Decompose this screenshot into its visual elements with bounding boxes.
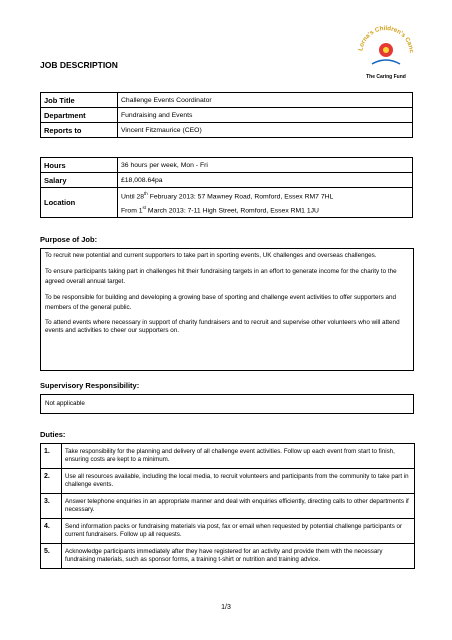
duty-number: 1.	[41, 444, 62, 469]
charity-logo	[352, 14, 420, 80]
duty-text: Take responsibility for the planning and delivery of all challenge event activities. Follow up each event from start to finish, ensuring costs are kept to a minimum.	[62, 444, 415, 469]
page-title: JOB DESCRIPTION	[40, 60, 118, 70]
purpose-paragraph: To attend events where necessary in support of charity fundraisers and to recruit and supervise other volunteers who will attend events and activities to cheer our supporters on.	[45, 319, 400, 334]
table-row	[41, 158, 413, 173]
duty-number: 4.	[41, 519, 62, 544]
table-row	[41, 494, 415, 519]
purpose-box	[40, 248, 414, 371]
table-row	[41, 108, 413, 123]
duties-heading: Duties:	[40, 430, 66, 439]
supervisory-box	[40, 394, 414, 414]
table-row	[41, 93, 413, 108]
duty-text: Answer telephone enquiries in an appropriate manner and deal with enquiries efficiently, directing calls to other departments if necessary.	[62, 494, 415, 519]
purpose-paragraph: To ensure participants taking part in challenges hit their fundraising targets in an effort to generate income for the charity to the agreed overall annual target.	[45, 268, 397, 285]
duty-number: 5.	[41, 544, 62, 569]
role-table	[40, 92, 413, 138]
duty-number: 3.	[41, 494, 62, 519]
page-number: 1/3	[221, 604, 231, 611]
salary-label: Salary	[41, 173, 118, 188]
duty-text: Use all resources available, including the local media, to recruit volunteers and participants from the community to take part in challenge events.	[62, 469, 415, 494]
purpose-paragraph: To recruit new potential and current supporters to take part in sporting events, UK challenges and overseas challenges.	[45, 252, 377, 259]
terms-table	[40, 157, 413, 218]
location-value	[118, 188, 413, 218]
logo-emblem	[352, 14, 420, 80]
location-line-1: Until 28th February 2013: 57 Mawney Road, Romford, Essex RM7 7HL	[121, 191, 334, 201]
purpose-heading: Purpose of Job:	[40, 235, 98, 244]
logo-tagline: The Caring Fund	[366, 74, 406, 80]
duty-number: 2.	[41, 469, 62, 494]
table-row	[41, 123, 413, 138]
reports-to-value: Vincent Fitzmaurice (CEO)	[118, 123, 413, 138]
logo-arc-text: Lorna's Children's Canc	[357, 24, 416, 54]
purpose-paragraph: To be responsible for building and developing a growing base of sporting and challenge event activities to offer supporters and members of the general public.	[45, 294, 396, 311]
location-label: Location	[41, 188, 118, 218]
duties-table	[40, 443, 415, 569]
department-value: Fundraising and Events	[118, 108, 413, 123]
location-line-2: From 1st March 2013: 7-11 High Street, Romford, Essex RM1 1JU	[121, 205, 319, 215]
job-title-label: Job Title	[41, 93, 118, 108]
table-row	[41, 544, 415, 569]
table-row	[41, 188, 413, 218]
table-row	[41, 519, 415, 544]
reports-to-label: Reports to	[41, 123, 118, 138]
supervisory-heading: Supervisory Responsibility:	[40, 381, 140, 390]
duty-text: Acknowledge participants immediately after they have registered for an activity and provide them with the necessary fundraising materials, such as sponsor forms, a training t-shirt or nutrition and training advice.	[62, 544, 415, 569]
table-row	[41, 469, 415, 494]
department-label: Department	[41, 108, 118, 123]
hours-value: 36 hours per week, Mon - Fri	[118, 158, 413, 173]
table-row	[41, 173, 413, 188]
salary-value: £18,008.64pa	[118, 173, 413, 188]
table-row	[41, 444, 415, 469]
job-title-value: Challenge Events Coordinator	[118, 93, 413, 108]
supervisory-value: Not applicable	[45, 400, 85, 407]
hours-label: Hours	[41, 158, 118, 173]
duty-text: Send information packs or fundraising materials via post, fax or email when requested by potential challenge participants or current fundraisers. Follow up all requests.	[62, 519, 415, 544]
